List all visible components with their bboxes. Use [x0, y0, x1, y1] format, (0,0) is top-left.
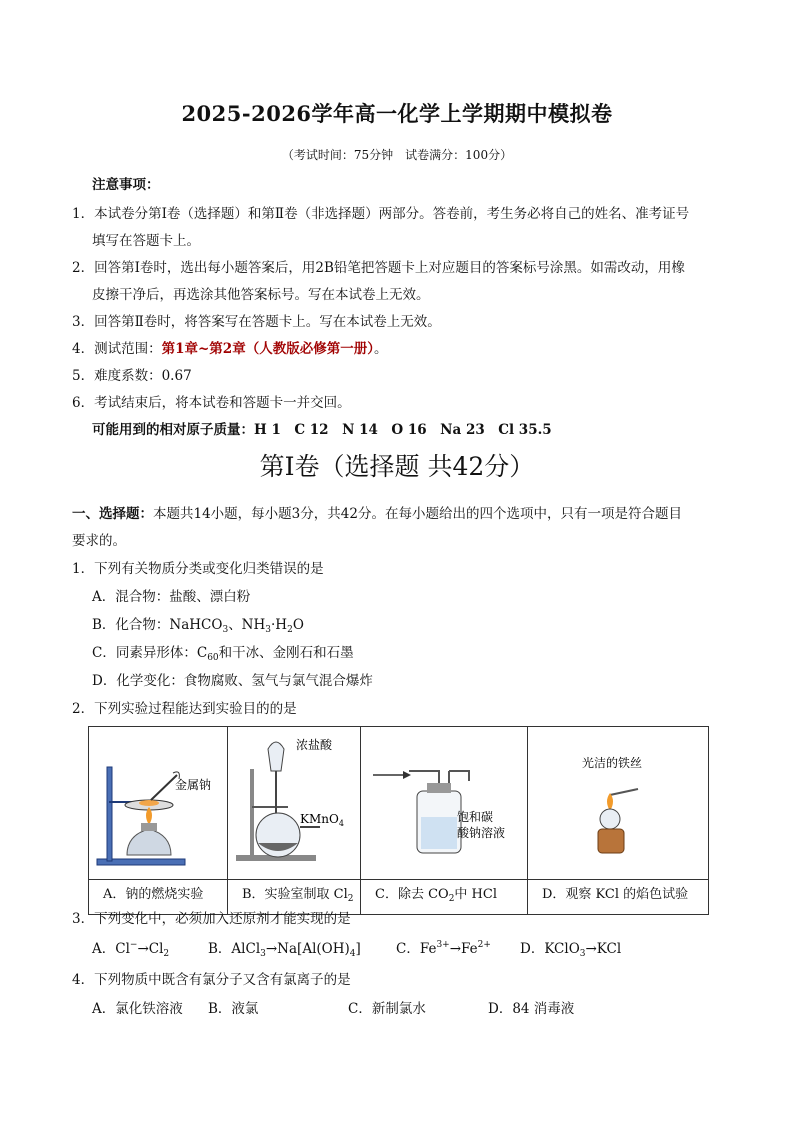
- note-text: 回答第Ⅱ卷时，将答案写在答题卡上。写在本试卷上无效。: [94, 314, 441, 330]
- note-number: 1．: [72, 206, 95, 222]
- option-text: D．KClO: [520, 941, 580, 957]
- q3-stem: 3．下列变化中，必须加入还原剂才能实现的是: [72, 911, 351, 927]
- caption-c-suffix: 中 HCl: [454, 887, 497, 902]
- caption-b: B．实验室制取 $Cl_2$: [228, 880, 361, 915]
- note-2: [72, 256, 685, 276]
- note-text: 回答第Ⅰ卷时，选出每小题答案后，用2B铅笔把答题卡上对应题目的答案标号涂黑。如需改动，用橡: [94, 260, 685, 276]
- note-text: 考试结束后，将本试卷和答题卡一并交回。: [94, 395, 351, 411]
- flame-test-figure: [528, 727, 708, 875]
- note-number: 4．: [72, 341, 95, 357]
- exam-subtitle: （考试时间：75分钟 试卷满分：100分）: [281, 148, 513, 162]
- q3-option-b: B．$AlCl_3\to Na[Al(OH)_4]$: [208, 941, 361, 959]
- figure-a-cell: [89, 727, 228, 880]
- q1-option-c: [92, 641, 354, 663]
- section-instruction: [72, 502, 682, 522]
- note-5: [72, 364, 192, 384]
- label-hcl: 浓盐酸: [296, 738, 333, 752]
- atomic-masses: 可能用到的相对原子质量：H 1 C 12 N 14 O 16 Na 23 Cl 35.5: [92, 422, 552, 438]
- note-2-cont: 皮擦干净后，再选涂其他答案标号。写在本试卷上无效。: [92, 287, 430, 303]
- caption-b-text: B．实验室制取 Cl: [242, 887, 348, 902]
- note-3: [72, 310, 441, 330]
- note-6: [72, 391, 351, 411]
- q3-option-c: C．$Fe^{3+}\to Fe^{2+}$: [396, 940, 491, 957]
- q1-option-d: D．化学变化：食物腐败、氢气与氯气混合爆炸: [92, 673, 373, 689]
- option-prefix: B．化合物：: [92, 617, 170, 633]
- note-text: 测试范围：: [94, 341, 162, 357]
- figure-b-cell: [228, 727, 361, 880]
- instruction-prefix: 一、选择题：: [72, 506, 153, 522]
- label-kmno4: KMnO$_4$: [300, 812, 344, 828]
- note-number: 6．: [72, 395, 95, 411]
- caption-d: D．观察 KCl 的焰色试验: [528, 880, 709, 915]
- caption-c-text: C．除去 CO: [375, 887, 449, 902]
- q3-option-a: A．$Cl^-\to Cl_2$: [92, 940, 170, 959]
- option-suffix: 和干冰、金刚石和石墨: [218, 645, 354, 661]
- option-text: B．AlCl: [208, 941, 261, 957]
- q4-option-a: A．氯化铁溶液: [92, 1001, 183, 1017]
- label-iron-wire: 光洁的铁丝: [582, 756, 643, 770]
- label-sodium: 金属钠: [175, 778, 212, 792]
- q1-stem: 1．下列有关物质分类或变化归类错误的是: [72, 561, 324, 577]
- option-text: C．Fe: [396, 941, 437, 957]
- label-saturated-1: 饱和碳: [457, 810, 494, 824]
- note-text: 难度系数：0.67: [94, 368, 192, 384]
- note-4: [72, 337, 387, 357]
- q4-option-b: B．液氯: [208, 1001, 259, 1017]
- instruction-text: 本题共14小题，每小题3分，共42分。在每小题给出的四个选项中，只有一项是符合题目: [153, 506, 682, 522]
- q1-option-b: [92, 613, 304, 635]
- section-instruction-cont: 要求的。: [72, 533, 126, 549]
- c60-formula: $C_{60}$: [196, 645, 219, 663]
- caption-c: C．除去 $CO_2$中 HCl: [361, 880, 528, 915]
- option-text: A．Cl: [92, 941, 130, 957]
- note-number: 5．: [72, 368, 95, 384]
- figure-d-cell: [528, 727, 709, 880]
- q1-option-a: A．混合物：盐酸、漂白粉: [92, 589, 251, 605]
- test-scope: 第1章~第2章（人教版必修第一册）: [161, 341, 374, 357]
- q4-option-d: D．84 消毒液: [488, 1001, 575, 1017]
- note-1: [72, 202, 689, 222]
- note-text-suffix: 。: [373, 341, 388, 357]
- sodium-combustion-figure: [89, 727, 227, 875]
- nahco3-formula: NaHCO$_3$、$NH_3\cdot H_2O$: [169, 617, 304, 635]
- section-title: 第Ⅰ卷（选择题 共42分）: [259, 452, 535, 481]
- option-prefix: C．同素异形体：: [92, 645, 197, 661]
- note-number: 2．: [72, 260, 95, 276]
- gas-washing-figure: [361, 727, 527, 875]
- note-number: 3．: [72, 314, 95, 330]
- note-1-cont: 填写在答题卡上。: [92, 233, 200, 249]
- note-text: 本试卷分第Ⅰ卷（选择题）和第Ⅱ卷（非选择题）两部分。答卷前，考生务必将自己的姓名、准考证号: [94, 206, 690, 222]
- experiment-table: [88, 726, 709, 915]
- notes-heading: 注意事项：: [92, 177, 160, 193]
- exam-title: 2025-2026学年高一化学上学期期中模拟卷: [181, 101, 613, 126]
- label-saturated-2: 酸钠溶液: [457, 826, 506, 840]
- figure-c-cell: [361, 727, 528, 880]
- q4-stem: 4．下列物质中既含有氯分子又含有氯离子的是: [72, 972, 351, 988]
- q4-option-c: C．新制氯水: [348, 1001, 426, 1017]
- chlorine-prep-figure: [228, 727, 360, 875]
- caption-a: A．钠的燃烧实验: [89, 880, 228, 915]
- q2-stem: 2．下列实验过程能达到实验目的的是: [72, 701, 297, 717]
- q3-option-d: D．KClO$_3$→KCl: [520, 941, 622, 959]
